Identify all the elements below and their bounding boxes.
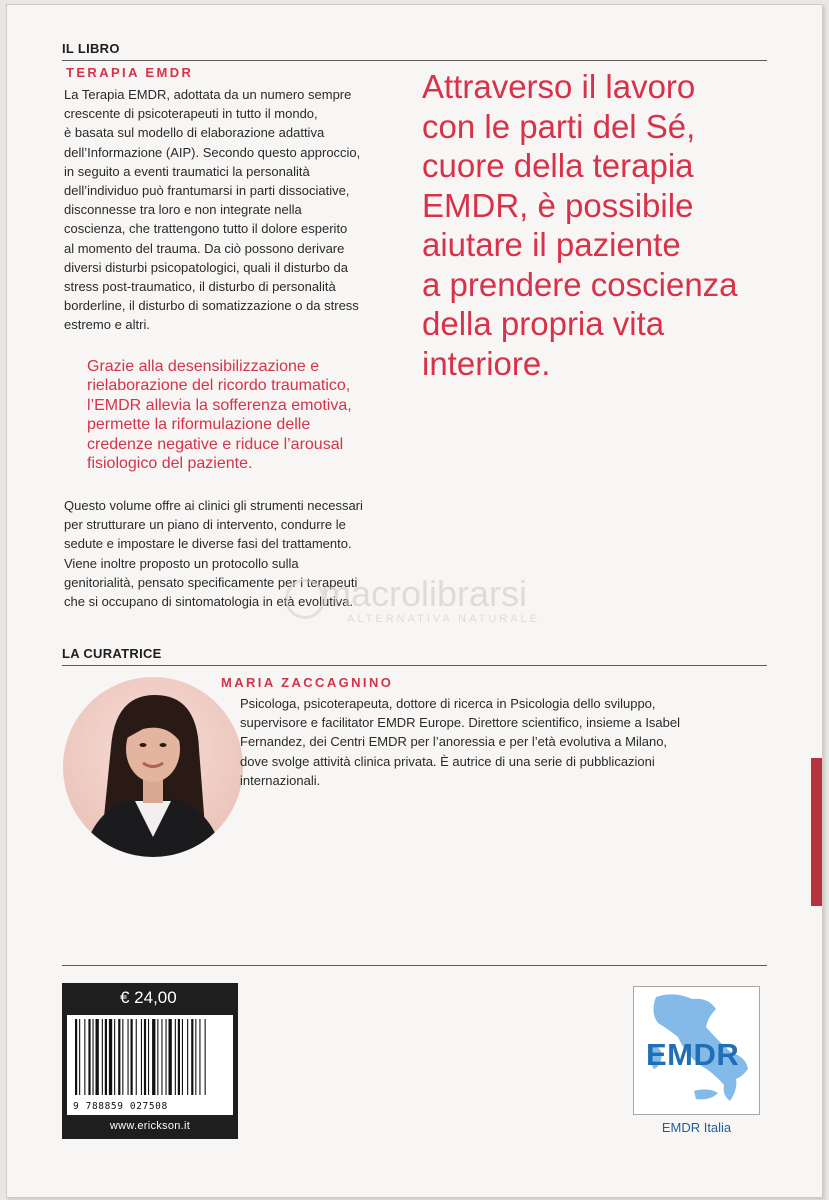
spine-color-band	[811, 758, 822, 906]
text-line: supervisore e facilitator EMDR Europe. Direttore scientifico, insieme a Isabel	[240, 715, 681, 731]
watermark-logo-icon	[285, 579, 325, 619]
price-barcode-block	[62, 983, 238, 1139]
bottom-divider	[62, 965, 767, 966]
text-line: crescente di psicoterapeuti in tutto il mondo,	[64, 106, 318, 122]
book-back-cover	[6, 4, 823, 1198]
author-name: MARIA ZACCAGNINO	[221, 675, 394, 690]
feature-quote-line: con le parti del Sé,	[422, 107, 696, 145]
pull-quote	[87, 357, 407, 473]
quote-line: permette la riformulazione delle	[87, 416, 311, 434]
isbn-number: 9 788859 027508	[73, 1101, 168, 1112]
text-line: La Terapia EMDR, adottata da un numero sempre	[64, 87, 352, 102]
book-description	[64, 85, 409, 335]
text-line: dell’Informazione (AIP). Secondo questo approccio,	[64, 144, 361, 160]
text-line: internazionali.	[240, 772, 321, 788]
emdr-logo-text: EMDR	[646, 1037, 740, 1072]
text-line: al momento del trauma. Da ciò possono derivare	[64, 240, 345, 256]
text-line: Fernandez, dei Centri EMDR per l’anoressia e per l’età evolutiva a Milano,	[240, 734, 668, 750]
text-line: disconnesse tra loro e non integrate nella	[64, 202, 302, 218]
text-line: Viene inoltre proposto un protocollo sulla	[64, 555, 299, 571]
feature-quote-line: aiutare il paziente	[422, 226, 681, 263]
section-heading-curatrice: LA CURATRICE	[62, 646, 767, 666]
text-line: borderline, il disturbo di somatizzazione o da stress	[64, 298, 359, 314]
text-line: genitorialità, pensato specificamente per i terapeuti	[64, 574, 358, 590]
text-line: coscienza, che trattengono tutto il dolore esperito	[64, 221, 348, 237]
book-title: TERAPIA EMDR	[66, 65, 194, 80]
quote-line: rielaborazione del ricordo traumatico,	[87, 377, 351, 395]
emdr-logo-caption: EMDR Italia	[661, 1120, 732, 1135]
text-line: Psicologa, psicoterapeuta, dottore di ricerca in Psicologia dello sviluppo,	[240, 696, 656, 711]
author-portrait	[63, 677, 243, 857]
feature-quote-line: interiore.	[422, 344, 551, 382]
emdr-logo-box	[633, 986, 760, 1115]
text-line: in seguito a eventi traumatici la personalità	[64, 163, 310, 179]
text-line: è basata sul modello di elaborazione adattiva	[64, 125, 325, 141]
feature-quote-line: della propria vita	[422, 305, 665, 342]
quote-line: l’EMDR allevia la sofferenza emotiva,	[87, 396, 352, 414]
text-line: diversi disturbi psicopatologici, quali il disturbo da	[64, 259, 348, 275]
text-line: stress post-traumatico, il disturbo di personalità	[64, 279, 336, 295]
barcode-icon	[67, 1015, 233, 1099]
watermark	[285, 573, 575, 631]
feature-quote-line: a prendere coscienza	[422, 265, 738, 303]
feature-quote	[422, 67, 802, 383]
section-heading-libro: IL LIBRO	[62, 41, 767, 61]
text-line: che si occupano di sintomatologia in età evolutiva.	[64, 594, 354, 610]
publisher-website: www.erickson.it	[109, 1120, 191, 1132]
text-line: estremo e altri.	[64, 317, 150, 333]
watermark-tagline: ALTERNATIVA NATURALE	[347, 613, 541, 625]
text-line: dove svolge attività clinica privata. È autrice di una serie di pubblicazioni	[240, 753, 655, 769]
author-bio	[240, 694, 800, 790]
quote-line: fisiologico del paziente.	[87, 455, 253, 473]
feature-quote-line: cuore della terapia	[422, 147, 694, 184]
quote-line: Grazie alla desensibilizzazione e	[87, 358, 320, 375]
text-line: Questo volume offre ai clinici gli strumenti necessari	[64, 498, 363, 513]
text-line: dell’individuo può frantumarsi in parti dissociative,	[64, 183, 350, 199]
text-line: sedute e impostare le diverse fasi del trattamento.	[64, 536, 352, 552]
feature-quote-line: EMDR, è possibile	[422, 186, 694, 224]
price-label: € 24,00	[120, 988, 177, 1007]
barcode-panel	[67, 1015, 233, 1115]
watermark-brand: macrolibrarsi	[321, 573, 528, 614]
feature-quote-line: Attraverso il lavoro	[422, 68, 696, 105]
text-line: per strutturare un piano di intervento, condurre le	[64, 517, 346, 533]
quote-line: credenze negative e riduce l’arousal	[87, 435, 344, 453]
